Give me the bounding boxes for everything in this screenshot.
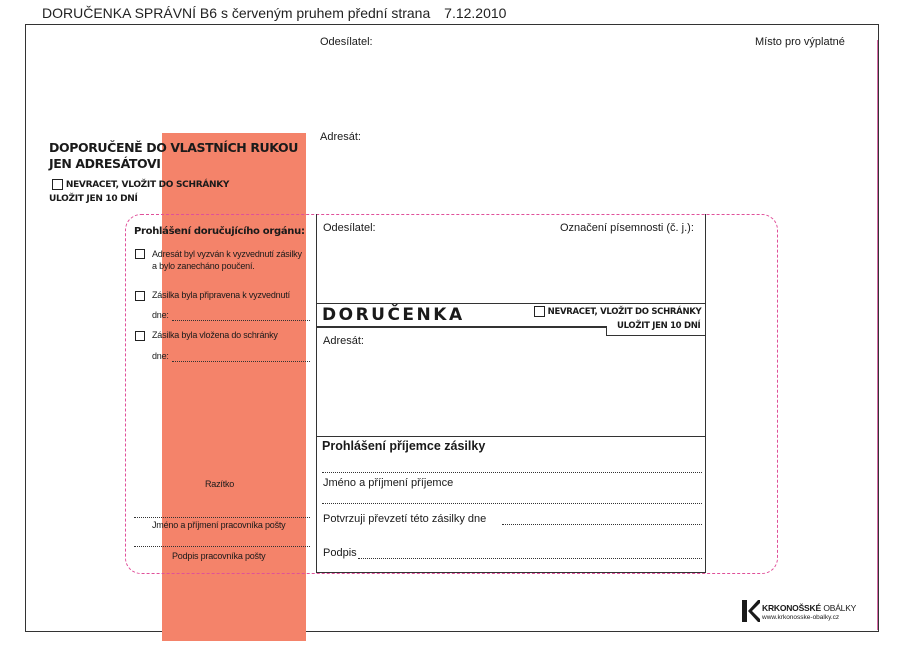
potvrzuji-label: Potvrzuji převzetí této zásilky dne [323,513,487,525]
item1-line1: Adresát byl vyzván k vyzvednutí zásilky [152,249,302,259]
title-bottom-line-right [606,335,706,336]
document-header [42,5,506,21]
left-nevracet-checkbox[interactable] [52,179,63,190]
misto-pro-vyplatne-label: Místo pro výplatné [755,36,845,48]
dorucenka-adresat-label: Adresát: [323,335,364,347]
podpis-label: Podpis [323,547,357,559]
jmeno-pracovnika-line[interactable] [134,517,310,518]
dorucenka-nevracet-checkbox[interactable] [534,306,545,317]
prohlaseni-prijemce-title: Prohlášení příjemce zásilky [322,439,486,453]
item3-checkbox[interactable] [135,331,145,341]
doporucene-line1: DOPORUČENĚ DO VLASTNÍCH RUKOU [49,140,299,155]
logo-brand-bold: KRKONOŠSKÉ [762,603,821,613]
item3-dne-label: dne: [152,351,169,361]
potvrzuji-datum-line[interactable] [502,524,702,525]
item3-label: Zásilka byla vložena do schránky [152,330,278,340]
jmeno-pracovnika-label: Jméno a příjmení pracovníka pošty [152,520,286,530]
logo-mark-icon [742,600,760,622]
item1-line2: a bylo zanecháno poučení. [152,261,255,271]
item2-checkbox[interactable] [135,291,145,301]
jmeno-prijemce-label: Jméno a příjmení příjemce [323,477,454,489]
header-date: 7.12.2010 [444,5,507,21]
top-adresat-label: Adresát: [320,131,361,143]
header-title: DORUČENKA SPRÁVNÍ B6 s červeným pruhem přední strana [42,5,431,21]
doporucene-heading [49,140,298,172]
dorucenka-nevracet-label: NEVRACET, VLOŽIT DO SCHRÁNKY [547,307,702,317]
prohlaseni-title-line [322,472,702,473]
item2-label: Zásilka byla připravena k vyzvednutí [152,290,290,300]
jmeno-prijemce-line[interactable] [322,503,702,504]
item2-dne-line[interactable] [172,320,310,321]
podpis-line[interactable] [358,558,702,559]
podpis-pracovnika-label: Podpis pracovníka pošty [172,551,266,561]
item1-text [152,248,302,272]
left-ulozit-label: ULOŽIT JEN 10 DNÍ [49,194,138,204]
dorucenka-bottom-border [316,572,706,573]
dorucenka-nevracet-row [534,306,701,317]
item3-dne-line[interactable] [172,361,310,362]
item2-dne-label: dne: [152,310,169,320]
podpis-pracovnika-line[interactable] [134,546,310,547]
prohlaseni-organu-title: Prohlášení doručujícího orgánu: [134,226,305,237]
top-odesilatel-label: Odesílatel: [320,36,373,48]
doporucene-line2: JEN ADRESÁTOVI [49,156,161,171]
item1-checkbox[interactable] [135,249,145,259]
title-top-line [316,303,706,304]
prohlaseni-top-line [316,436,706,437]
title-bottom-line-left [316,326,606,328]
logo-brand-light: OBÁLKY [823,603,857,613]
razitko-label: Razítko [205,479,235,489]
dorucenka-ulozit-label: ULOŽIT JEN 10 DNÍ [617,321,701,331]
logo-url[interactable]: www.krkonosske-obalky.cz [762,614,840,621]
left-nevracet-row [52,179,229,190]
oznaceni-pisemnosti-label: Označení písemnosti (č. j.): [560,222,694,234]
left-nevracet-label: NEVRACET, VLOŽIT DO SCHRÁNKY [65,180,230,190]
dorucenka-left-border [316,214,317,573]
dorucenka-title: DORUČENKA [322,305,465,325]
dorucenka-right-border [705,214,706,573]
bleed-line [877,40,878,630]
dorucenka-odesilatel-label: Odesílatel: [323,222,376,234]
